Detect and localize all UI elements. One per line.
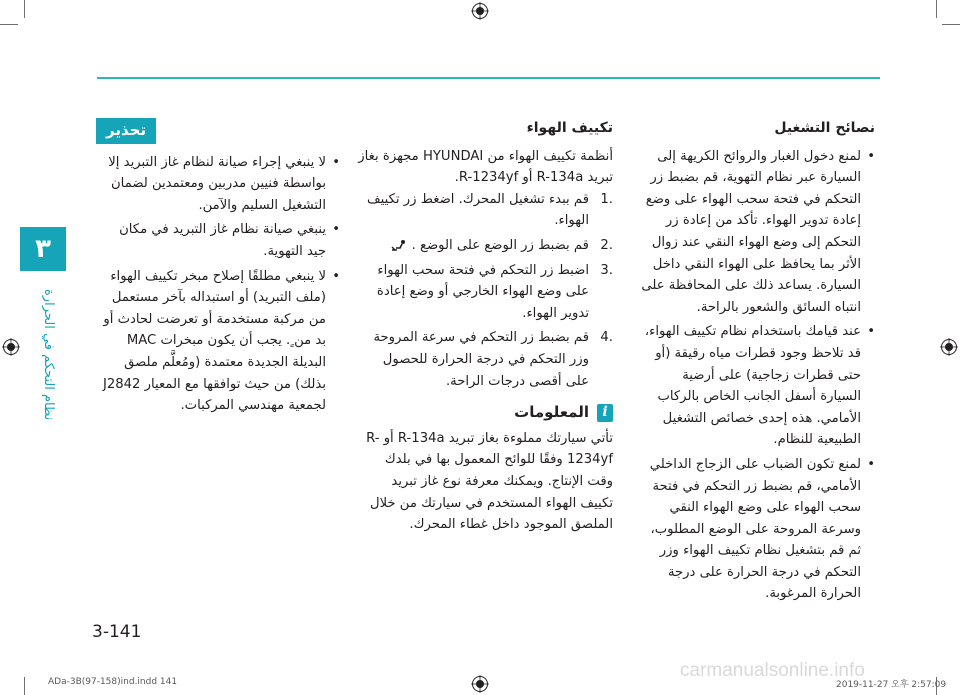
- crop-mark: [24, 0, 25, 18]
- operating-tips-section: [640, 118, 875, 608]
- crop-mark: [24, 677, 25, 695]
- footer-filename: ADa-3B(97-158)ind.indd 141: [48, 677, 178, 687]
- step-text: اضبط زر التحكم في فتحة سحب الهواء على وضع الهواء الخارجي أو وضع إعادة تدوير الهواء.: [376, 262, 589, 321]
- step-item: [358, 260, 613, 325]
- caution-section: [96, 118, 340, 420]
- list-item: • عند قيامك باستخدام نظام تكييف الهواء، قد تلاحظ وجود قطرات مياه رقيقة (أو حتى قطرات زجاجية) على أرضية السيارة أسفل الجانب الخاص بالركاب الأمامي. هذه إحدى خصائص التشغيل الطبيعية للنظام.: [640, 321, 875, 451]
- registration-mark-icon: [940, 338, 958, 356]
- chapter-label: نظام التحكم في الحرارة: [41, 289, 56, 421]
- footer-timestamp: 2019-11-27 오후 2:57:09: [836, 680, 947, 690]
- step-number: .4: [600, 330, 613, 346]
- registration-mark-icon: [471, 675, 489, 693]
- section-title: تكييف الهواء: [526, 120, 613, 136]
- step-number: .2: [600, 237, 613, 253]
- header-rule: [97, 77, 880, 79]
- step-text: قم ببدء تشغيل المحرك. اضغط زر تكييف الهواء.: [367, 191, 589, 229]
- section-title: نصائح التشغيل: [774, 120, 875, 136]
- step-item: [358, 327, 613, 392]
- info-icon: i: [597, 404, 613, 422]
- page-number: 3-141: [92, 622, 142, 642]
- air-conditioning-section: [358, 118, 613, 536]
- step-number: .3: [600, 262, 613, 278]
- list-item: • لمنع تكون الضباب على الزجاج الداخلي الأمامي، قم بضبط زر التحكم في فتحة سحب الهواء على وضع الهواء النقي وسرعة المروحة على الوضع المطلوب، ثم قم بتشغيل نظام تكييف الهواء وزر التحكم في درجة الحرارة على درجة الحرارة المرغوبة.: [640, 454, 875, 605]
- intro-paragraph: أنظمة تكييف الهواء من HYUNDAI مجهزة بغاز تبريد R-134a أو R-1234yf.: [358, 148, 613, 186]
- step-number: .1: [600, 191, 613, 207]
- step-item: [358, 235, 613, 257]
- step-text: قم بضبط زر التحكم في سرعة المروحة وزر التحكم في درجة الحرارة للحصول على أقصى درجات الراحة.: [373, 330, 589, 389]
- step-text: قم بضبط زر الوضع على الوضع .: [411, 237, 589, 253]
- floor-mode-icon: [391, 239, 407, 251]
- registration-mark-icon: [471, 2, 489, 20]
- list-item: • لا ينبغي إجراء صيانة لنظام غاز التبريد إلا بواسطة فنيين مدربين ومعتمدين لضمان التشغيل السليم والآمن.: [96, 152, 340, 217]
- chapter-number: ٣: [35, 234, 51, 264]
- crop-mark: [936, 0, 937, 18]
- list-item: • ينبغي صيانة نظام غاز التبريد في مكان جيد التهوية.: [96, 219, 340, 262]
- info-paragraph: تأتي سيارتك مملوءة بغاز تبريد R-134a أو R-1234yf وفقًا للوائح المعمول بها في بلدك وقت الإنتاج. ويمكنك معرفة نوع غاز تبريد تكييف الهواء المستخدم في سيارتك من خلال الملصق الموجود داخل غطاء المحرك.: [366, 430, 613, 533]
- info-title: المعلومات: [514, 403, 589, 422]
- registration-mark-icon: [2, 338, 20, 356]
- chapter-tab: [20, 227, 66, 271]
- watermark: carmanualsonline.info: [680, 660, 865, 681]
- caution-header: تحذير: [96, 118, 156, 144]
- crop-mark: [942, 24, 960, 25]
- crop-mark: [0, 24, 18, 25]
- list-item: • لمنع دخول الغبار والروائح الكريهة إلى السيارة عبر نظام التهوية، قم بضبط زر التحكم في فتحة سحب الهواء على وضع إعادة تدوير الهواء. تأكد من إعادة زر التحكم إلى وضع الهواء النقي عند زوال الأثر بما يحافظ على الهواء النقي داخل السيارة. يساعد ذلك على المحافظة على انتباه السائق والشعور بالراحة.: [640, 146, 875, 319]
- info-header: [358, 402, 613, 424]
- list-item: • لا ينبغي مطلقًا إصلاح مبخر تكييف الهواء (ملف التبريد) أو استبداله بآخر مستعمل من مركبة مستخدمة أو تعرضت لحادث أو بد من ٍ. يجب أن يكون مبخرات MAC البديلة الجديدة معتمدة (ومُعلَّم ملصق بذلك) من حيث توافقها مع المعيار J2842 لجمعية مهندسي المركبات.: [96, 266, 340, 417]
- step-item: [358, 189, 613, 232]
